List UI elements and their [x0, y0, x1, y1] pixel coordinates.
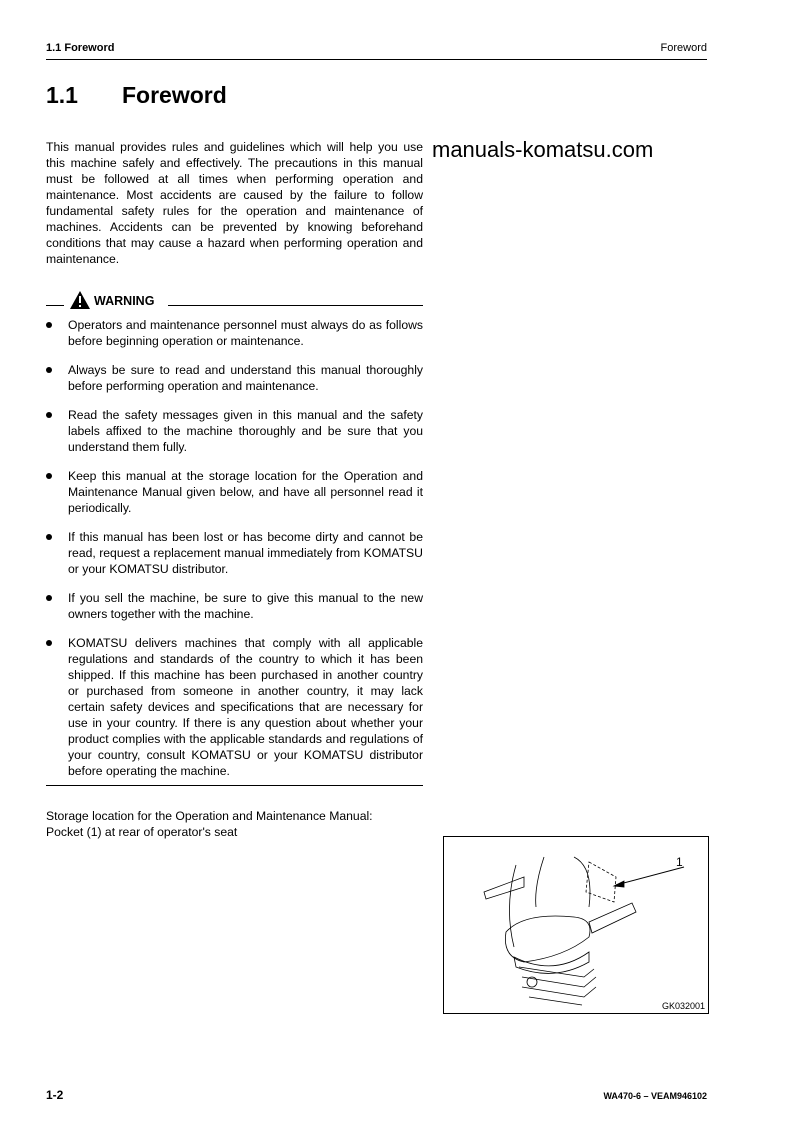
- warning-label: WARNING: [94, 294, 155, 308]
- main-column: [46, 139, 423, 840]
- warning-item: Read the safety messages given in this manual and the safety labels affixed to the machine thoroughly and be sure that you understand them fully.: [46, 407, 423, 455]
- bullet-icon: [46, 595, 52, 601]
- warning-triangle-icon: [70, 291, 90, 309]
- seat-figure: [443, 836, 709, 1014]
- header-chapter: Foreword: [660, 42, 707, 54]
- warning-header: [46, 293, 423, 309]
- storage-note: [46, 808, 423, 840]
- warning-rule-left: [46, 305, 64, 306]
- page-title: Foreword: [122, 82, 227, 108]
- watermark: manuals-komatsu.com: [432, 137, 654, 162]
- bullet-icon: [46, 322, 52, 328]
- bullet-icon: [46, 367, 52, 373]
- bullet-icon: [46, 412, 52, 418]
- warning-item: Always be sure to read and understand this manual thoroughly before performing operation and maintenance.: [46, 362, 423, 394]
- bullet-icon: [46, 640, 52, 646]
- figure-code: GK032001: [661, 1001, 705, 1011]
- page-number: 1-2: [46, 1088, 64, 1102]
- warning-item: Keep this manual at the storage location for the Operation and Maintenance Manual given below, and have all personnel read it periodically.: [46, 468, 423, 516]
- operator-seat-illustration: [444, 837, 708, 1013]
- title-number: 1.1: [46, 82, 78, 108]
- bullet-icon: [46, 473, 52, 479]
- document-code: WA470-6 – VEAM946102: [603, 1091, 707, 1101]
- bullet-icon: [46, 534, 52, 540]
- warning-item: If this manual has been lost or has become dirty and cannot be read, request a replacement manual immediately from KOMATSU or your KOMATSU distributor.: [46, 529, 423, 577]
- header-section: 1.1 Foreword: [46, 42, 115, 54]
- storage-line-1: Storage location for the Operation and Maintenance Manual:: [46, 809, 373, 823]
- warning-item: Operators and maintenance personnel must always do as follows before beginning operation or maintenance.: [46, 317, 423, 349]
- warning-end-rule: [46, 785, 423, 786]
- warning-item: If you sell the machine, be sure to give this manual to the new owners together with the machine.: [46, 590, 423, 622]
- storage-line-2: Pocket (1) at rear of operator's seat: [46, 825, 238, 839]
- warning-rule-right: [168, 305, 423, 306]
- header-rule: [46, 59, 707, 60]
- warning-item: KOMATSU delivers machines that comply with all applicable regulations and standards of the country to which it has been shipped. If this machine has been purchased in another country or purchased from someone in another country, it may lack certain safety devices and specifications that are necessary for use in your country. If there is any question about whether your product complies with the applicable standards and regulations of your country, consult KOMATSU or your KOMATSU distributor before operating the machine.: [46, 635, 423, 779]
- figure-callout: 1: [676, 855, 683, 869]
- intro-paragraph: This manual provides rules and guidelines which will help you use this machine safely and effectively. The precautions in this manual must be followed at all times when performing operation and maintenance. Most accidents are caused by the failure to follow fundamental safety rules for the operation and maintenance of machines. Accidents can be prevented by knowing beforehand conditions that may cause a hazard when performing operation and maintenance.: [46, 140, 423, 266]
